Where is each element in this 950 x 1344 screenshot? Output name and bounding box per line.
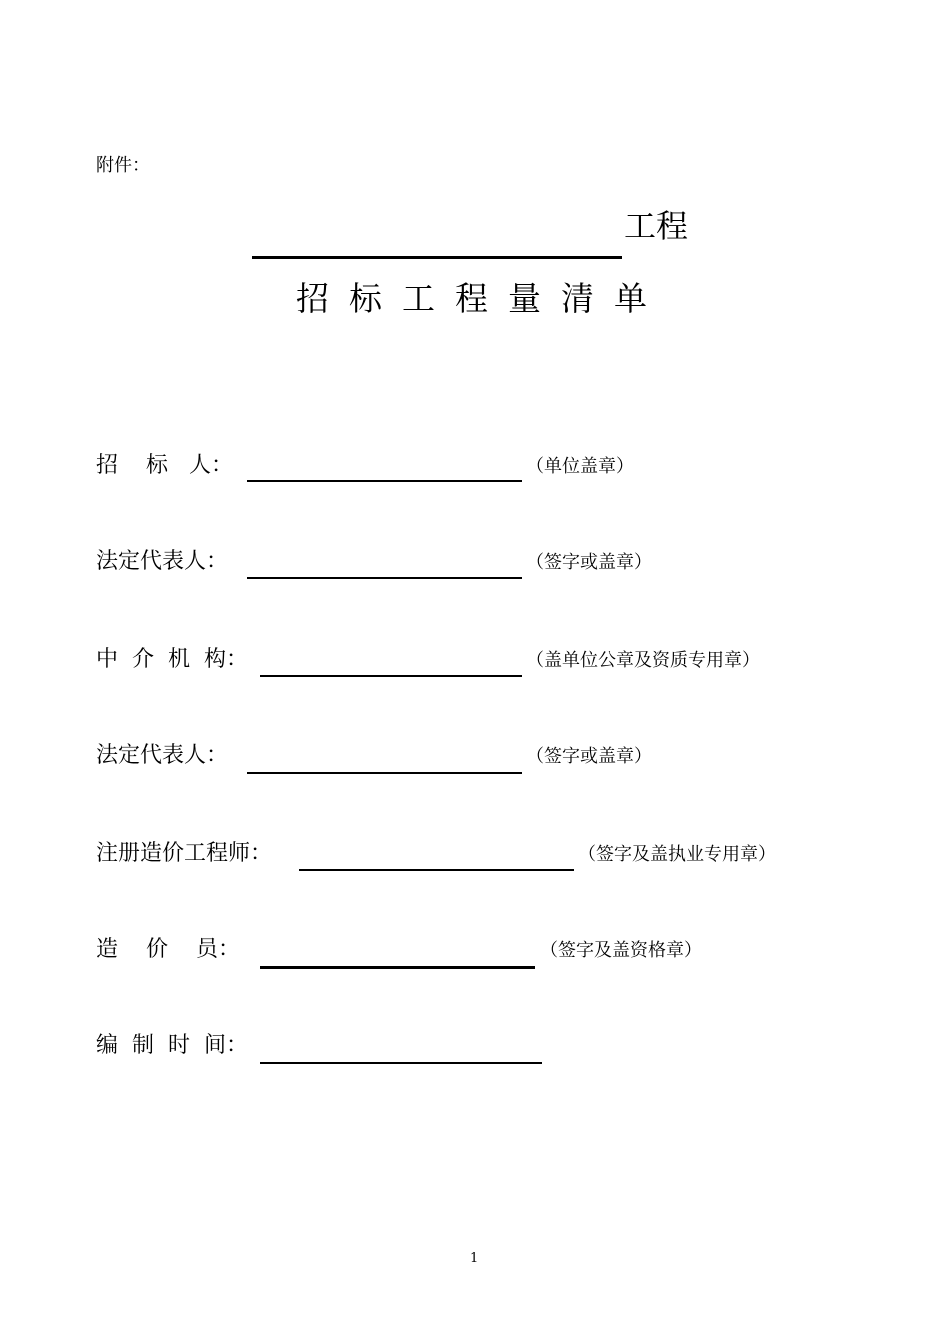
- field-label: 编 制 时 间：: [96, 1033, 248, 1058]
- project-name-blank-line: [252, 256, 622, 259]
- signature-blank-line: [247, 772, 522, 774]
- signature-blank-line: [260, 966, 535, 969]
- page-number: 1: [470, 1251, 479, 1266]
- field-note: （签字或盖章）: [526, 746, 652, 767]
- field-note: （签字及盖执业专用章）: [578, 844, 776, 865]
- field-note: （签字或盖章）: [526, 552, 652, 573]
- field-label: 法定代表人：: [96, 549, 229, 574]
- field-label: 注册造价工程师：: [96, 841, 273, 866]
- field-label: 招 标 人：: [96, 453, 233, 478]
- signature-blank-line: [299, 869, 574, 871]
- signature-blank-line: [247, 577, 522, 579]
- field-label: 中 介 机 构：: [96, 647, 248, 672]
- field-note: （盖单位公章及资质专用章）: [526, 650, 760, 671]
- page-title: 招标工程量清单: [296, 279, 667, 318]
- project-title-suffix: 工程: [624, 207, 689, 245]
- field-note: （签字及盖资格章）: [540, 940, 702, 961]
- date-blank-line: [260, 1062, 542, 1064]
- field-label: 造 价 员：: [96, 937, 240, 962]
- attachment-label: 附件：: [96, 155, 150, 176]
- field-label: 法定代表人：: [96, 743, 229, 768]
- signature-blank-line: [260, 675, 522, 677]
- signature-blank-line: [247, 480, 522, 482]
- field-note: （单位盖章）: [526, 456, 634, 477]
